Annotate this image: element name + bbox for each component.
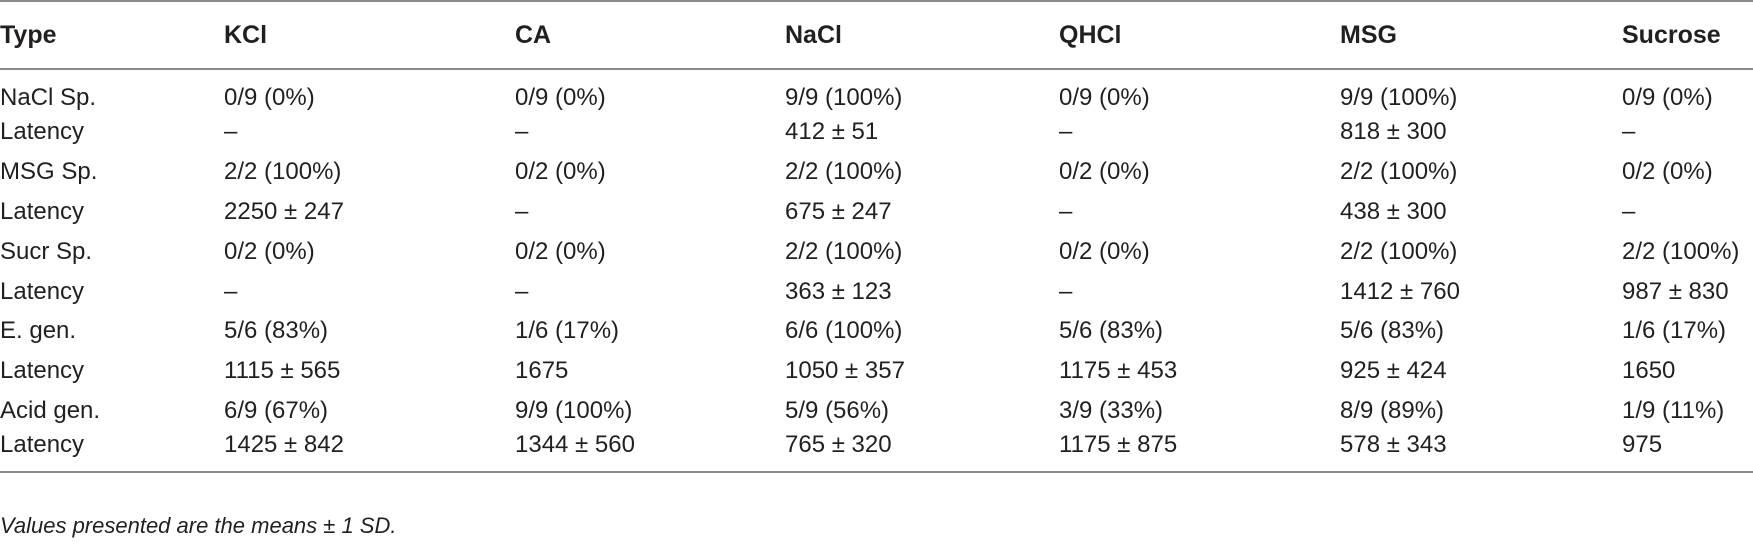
table-cell: 2/2 (100%) [224,157,342,185]
header-cell-qhcl: QHCl [1059,20,1122,49]
header-cell-sucrose: Sucrose [1622,20,1721,49]
table-cell: – [1059,117,1073,145]
table-cell: 925 ± 424 [1340,357,1447,385]
table-cell: – [515,277,529,305]
header-cell-msg: MSG [1340,20,1397,49]
table-cell: 2/2 (100%) [785,157,903,185]
table-cell: 2/2 (100%) [785,237,903,265]
table-cell: 1344 ± 560 [515,431,635,459]
table-cell: – [1059,197,1073,225]
header-cell-kcl: KCl [224,20,268,49]
row-label-cell: Latency [0,431,85,459]
table-cell: 1/6 (17%) [1622,317,1727,345]
table-cell: 363 ± 123 [785,277,892,305]
table-cell: 5/6 (83%) [1340,317,1445,345]
table-cell: 5/9 (56%) [785,397,890,425]
row-label-cell: Latency [0,357,85,385]
table-cell: 0/2 (0%) [1059,237,1150,265]
table-cell: 1675 [515,357,569,385]
table-cell: 1425 ± 842 [224,431,344,459]
table-row [0,232,1753,272]
table-row [0,192,1753,232]
row-label-cell: Acid gen. [0,397,101,425]
table-cell: – [515,197,529,225]
row-label-cell: NaCl Sp. [0,84,97,111]
table-cell: 578 ± 343 [1340,431,1447,459]
table-cell: 412 ± 51 [785,117,879,145]
table-footnote: Values presented are the means ± 1 SD. [0,513,397,538]
header-row [0,1,1753,69]
table-cell: 2250 ± 247 [224,197,344,225]
table-cell: 0/9 (0%) [1622,84,1713,111]
table-cell: – [1622,197,1636,225]
table-row [0,391,1753,431]
row-label-cell: MSG Sp. [0,157,98,185]
table-cell: 2/2 (100%) [1622,237,1740,265]
table-cell: 9/9 (100%) [515,397,633,425]
table-cell: – [224,117,238,145]
table-cell: 8/9 (89%) [1340,397,1445,425]
table-cell: 6/6 (100%) [785,317,903,345]
header-cell-nacl: NaCl [785,20,842,49]
table-body [0,69,1753,472]
table-cell: 1175 ± 875 [1059,431,1178,459]
table-cell: 975 [1622,431,1663,459]
table-cell: 987 ± 830 [1622,277,1729,305]
row-label-cell: Sucr Sp. [0,237,93,265]
table-cell: 0/2 (0%) [224,237,315,265]
table-cell: 1115 ± 565 [224,357,341,385]
table-cell: 765 ± 320 [785,431,892,459]
table-cell: 1175 ± 453 [1059,357,1178,385]
table-row [0,311,1753,351]
header-cell-type: Type [0,20,57,49]
row-label-cell: Latency [0,277,85,305]
table-cell: 9/9 (100%) [1340,84,1458,111]
table-cell: 0/9 (0%) [1059,84,1150,111]
header-cell-ca: CA [515,20,552,49]
table-row [0,69,1753,112]
table-cell: 0/9 (0%) [515,84,606,111]
table-cell: 5/6 (83%) [224,317,329,345]
table-cell: 0/2 (0%) [515,237,606,265]
row-label-cell: Latency [0,117,85,145]
row-label-cell: E. gen. [0,317,77,345]
table-row [0,112,1753,152]
table-cell: 1412 ± 760 [1340,277,1460,305]
table-cell: 0/2 (0%) [1622,157,1713,185]
table-cell: 1050 ± 357 [785,357,905,385]
table-row [0,351,1753,391]
table-cell: 1/9 (11%) [1622,397,1725,425]
table-cell: 0/2 (0%) [1059,157,1150,185]
table-cell: 1/6 (17%) [515,317,620,345]
table-cell: 5/6 (83%) [1059,317,1164,345]
row-label-cell: Latency [0,197,85,225]
table-cell: 6/9 (67%) [224,397,329,425]
table-cell: – [515,117,529,145]
table-cell: 3/9 (33%) [1059,397,1164,425]
table-cell: 675 ± 247 [785,197,892,225]
table-cell: – [224,277,238,305]
table-cell: 1650 [1622,357,1676,385]
table-cell: – [1059,277,1073,305]
table-cell: 2/2 (100%) [1340,237,1458,265]
table-row [0,152,1753,192]
table-cell: – [1622,117,1636,145]
table-cell: 818 ± 300 [1340,117,1447,145]
table-row [0,431,1753,472]
table-cell: 438 ± 300 [1340,197,1447,225]
table-cell: 9/9 (100%) [785,84,903,111]
table-cell: 0/9 (0%) [224,84,315,111]
table-cell: 0/2 (0%) [515,157,606,185]
table-header [0,1,1753,69]
table-row [0,272,1753,312]
table-cell: 2/2 (100%) [1340,157,1458,185]
